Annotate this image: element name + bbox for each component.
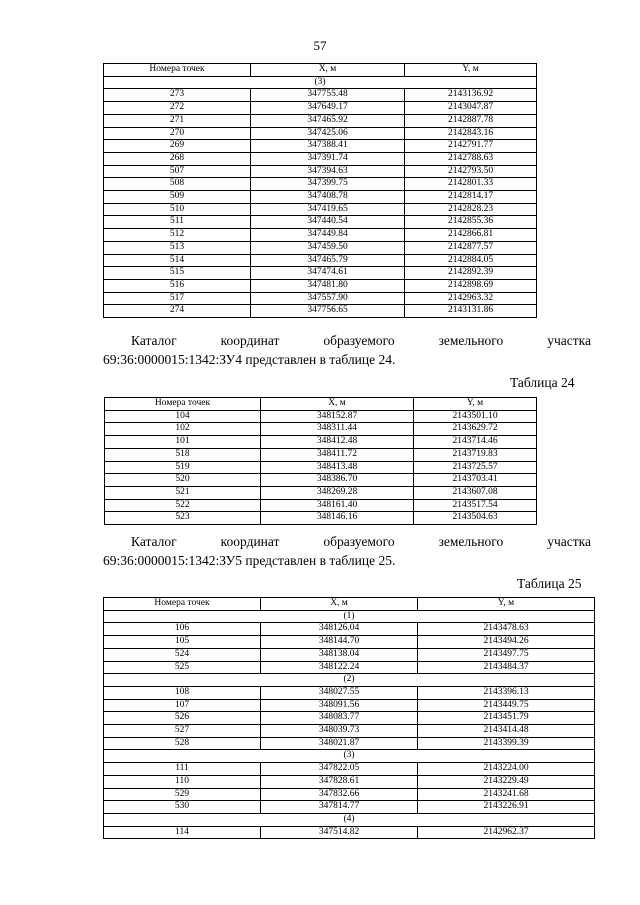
column-header-x: X, м	[261, 598, 418, 611]
paragraph-word: координат	[220, 333, 280, 348]
paragraph-line: 69:36:0000015:1342:ЗУ5 представлен в таблице 25.	[103, 553, 396, 568]
table-row	[104, 788, 595, 801]
point-number-cell: 108	[104, 686, 261, 699]
table-row	[105, 486, 537, 499]
table-row	[105, 461, 537, 474]
point-number-cell: 523	[105, 512, 261, 525]
y-coordinate-cell: 2143484.37	[418, 661, 595, 674]
table-row	[104, 636, 595, 649]
point-number-cell: 104	[105, 410, 261, 423]
table-group-row	[104, 813, 595, 826]
y-coordinate-cell: 2143399.39	[418, 737, 595, 750]
point-number-cell: 521	[105, 486, 261, 499]
point-number-cell: 517	[104, 292, 251, 305]
y-coordinate-cell: 2142892.39	[405, 267, 537, 280]
point-number-cell: 107	[104, 699, 261, 712]
y-coordinate-cell: 2143714.46	[414, 436, 537, 449]
table-row	[105, 512, 537, 525]
x-coordinate-cell: 347814.77	[261, 801, 418, 814]
paragraph-word: координат	[220, 534, 280, 549]
point-number-cell: 510	[104, 203, 251, 216]
x-coordinate-cell: 347419.65	[251, 203, 405, 216]
paragraph-word: земельного	[438, 333, 504, 348]
y-coordinate-cell: 2142855.36	[405, 216, 537, 229]
point-number-cell: 272	[104, 102, 251, 115]
y-coordinate-cell: 2142788.63	[405, 152, 537, 165]
x-coordinate-cell: 347474.61	[251, 267, 405, 280]
point-number-cell: 268	[104, 152, 251, 165]
x-coordinate-cell: 348146.16	[261, 512, 414, 525]
coordinates-table-25	[103, 597, 595, 839]
point-number-cell: 518	[105, 448, 261, 461]
x-coordinate-cell: 347756.65	[251, 305, 405, 318]
x-coordinate-cell: 347449.84	[251, 229, 405, 242]
table-row	[104, 686, 595, 699]
table-header-row	[105, 398, 537, 411]
table-24-caption: Таблица 24	[510, 375, 575, 390]
y-coordinate-cell: 2142843.16	[405, 127, 537, 140]
y-coordinate-cell: 2143224.00	[418, 763, 595, 776]
y-coordinate-cell: 2143047.87	[405, 102, 537, 115]
page-number: 57	[313, 38, 327, 53]
x-coordinate-cell: 348386.70	[261, 474, 414, 487]
table-row	[104, 292, 537, 305]
x-coordinate-cell: 347465.92	[251, 114, 405, 127]
y-coordinate-cell: 2143725.57	[414, 461, 537, 474]
x-coordinate-cell: 348413.48	[261, 461, 414, 474]
x-coordinate-cell: 347391.74	[251, 152, 405, 165]
column-header-x: X, м	[251, 64, 405, 77]
x-coordinate-cell: 348152.87	[261, 410, 414, 423]
group-label: (3)	[104, 750, 595, 763]
point-number-cell: 509	[104, 191, 251, 204]
point-number-cell: 520	[105, 474, 261, 487]
table-row	[104, 699, 595, 712]
y-coordinate-cell: 2143517.54	[414, 499, 537, 512]
x-coordinate-cell: 348311.44	[261, 423, 414, 436]
point-number-cell: 513	[104, 241, 251, 254]
y-coordinate-cell: 2143629.72	[414, 423, 537, 436]
y-coordinate-cell: 2143131.86	[405, 305, 537, 318]
table-header-row	[104, 598, 595, 611]
table-row	[104, 661, 595, 674]
table-row	[105, 474, 537, 487]
x-coordinate-cell: 348027.55	[261, 686, 418, 699]
group-label: (4)	[104, 813, 595, 826]
y-coordinate-cell: 2142814.17	[405, 191, 537, 204]
table-row	[105, 423, 537, 436]
point-number-cell: 269	[104, 140, 251, 153]
table-row	[104, 305, 537, 318]
table-row	[105, 436, 537, 449]
table-row	[104, 89, 537, 102]
point-number-cell: 522	[105, 499, 261, 512]
point-number-cell: 516	[104, 279, 251, 292]
table-row	[104, 102, 537, 115]
point-number-cell: 105	[104, 636, 261, 649]
column-header-points: Номера точек	[104, 64, 251, 77]
y-coordinate-cell: 2142828.23	[405, 203, 537, 216]
y-coordinate-cell: 2142877.57	[405, 241, 537, 254]
table-row	[104, 114, 537, 127]
y-coordinate-cell: 2143226.91	[418, 801, 595, 814]
x-coordinate-cell: 347755.48	[251, 89, 405, 102]
point-number-cell: 519	[105, 461, 261, 474]
x-coordinate-cell: 348269.28	[261, 486, 414, 499]
table-row	[104, 623, 595, 636]
y-coordinate-cell: 2143501.10	[414, 410, 537, 423]
table-row	[104, 127, 537, 140]
x-coordinate-cell: 347557.90	[251, 292, 405, 305]
y-coordinate-cell: 2143451.79	[418, 712, 595, 725]
table-row	[104, 712, 595, 725]
point-number-cell: 273	[104, 89, 251, 102]
paragraph-line: 69:36:0000015:1342:ЗУ4 представлен в таблице 24.	[103, 352, 396, 367]
point-number-cell: 270	[104, 127, 251, 140]
x-coordinate-cell: 347649.17	[251, 102, 405, 115]
y-coordinate-cell: 2142898.69	[405, 279, 537, 292]
point-number-cell: 511	[104, 216, 251, 229]
point-number-cell: 527	[104, 725, 261, 738]
table-row	[104, 191, 537, 204]
column-header-x: X, м	[261, 398, 414, 411]
x-coordinate-cell: 347514.82	[261, 826, 418, 839]
table-row	[104, 725, 595, 738]
table-row	[104, 140, 537, 153]
table-row	[104, 279, 537, 292]
table-row	[104, 165, 537, 178]
x-coordinate-cell: 348412.48	[261, 436, 414, 449]
table-row	[104, 254, 537, 267]
x-coordinate-cell: 347388.41	[251, 140, 405, 153]
column-header-y: Y, м	[414, 398, 537, 411]
y-coordinate-cell: 2143241.68	[418, 788, 595, 801]
point-number-cell: 524	[104, 648, 261, 661]
y-coordinate-cell: 2142884.05	[405, 254, 537, 267]
x-coordinate-cell: 347394.63	[251, 165, 405, 178]
point-number-cell: 529	[104, 788, 261, 801]
table-row	[105, 499, 537, 512]
group-label: (2)	[104, 674, 595, 687]
catalog-paragraph-zu5	[103, 532, 591, 570]
x-coordinate-cell: 347440.54	[251, 216, 405, 229]
x-coordinate-cell: 347481.80	[251, 279, 405, 292]
x-coordinate-cell: 347832.66	[261, 788, 418, 801]
table-group-row	[104, 76, 537, 89]
y-coordinate-cell: 2143136.92	[405, 89, 537, 102]
x-coordinate-cell: 348411.72	[261, 448, 414, 461]
table-group-row	[104, 610, 595, 623]
point-number-cell: 111	[104, 763, 261, 776]
point-number-cell: 106	[104, 623, 261, 636]
y-coordinate-cell: 2143494.26	[418, 636, 595, 649]
point-number-cell: 507	[104, 165, 251, 178]
y-coordinate-cell: 2142866.81	[405, 229, 537, 242]
group-label: (3)	[104, 76, 537, 89]
point-number-cell: 512	[104, 229, 251, 242]
table-row	[104, 763, 595, 776]
y-coordinate-cell: 2142962.37	[418, 826, 595, 839]
point-number-cell: 101	[105, 436, 261, 449]
paragraph-word: земельного	[438, 534, 504, 549]
column-header-points: Номера точек	[105, 398, 261, 411]
x-coordinate-cell: 347459.50	[251, 241, 405, 254]
catalog-paragraph-zu4	[103, 331, 591, 369]
x-coordinate-cell: 348144.70	[261, 636, 418, 649]
table-25-caption: Таблица 25	[517, 576, 582, 591]
table-row	[104, 267, 537, 280]
point-number-cell: 508	[104, 178, 251, 191]
x-coordinate-cell: 348138.04	[261, 648, 418, 661]
point-number-cell: 528	[104, 737, 261, 750]
paragraph-word: участка	[547, 333, 591, 348]
paragraph-word: Каталог	[131, 333, 177, 348]
table-row	[105, 410, 537, 423]
point-number-cell: 514	[104, 254, 251, 267]
table-row	[104, 826, 595, 839]
y-coordinate-cell: 2143504.63	[414, 512, 537, 525]
column-header-y: Y, м	[405, 64, 537, 77]
table-row	[104, 229, 537, 242]
table-row	[104, 203, 537, 216]
x-coordinate-cell: 347828.61	[261, 775, 418, 788]
y-coordinate-cell: 2142793.50	[405, 165, 537, 178]
y-coordinate-cell: 2143229.49	[418, 775, 595, 788]
x-coordinate-cell: 347408.78	[251, 191, 405, 204]
x-coordinate-cell: 348161.40	[261, 499, 414, 512]
point-number-cell: 530	[104, 801, 261, 814]
paragraph-word: участка	[547, 534, 591, 549]
table-row	[104, 178, 537, 191]
group-label: (1)	[104, 610, 595, 623]
coordinates-table-24	[104, 397, 537, 525]
y-coordinate-cell: 2143607.08	[414, 486, 537, 499]
point-number-cell: 525	[104, 661, 261, 674]
table-group-row	[104, 674, 595, 687]
table-row	[104, 775, 595, 788]
coordinates-table-3	[103, 63, 537, 318]
x-coordinate-cell: 347399.75	[251, 178, 405, 191]
point-number-cell: 102	[105, 423, 261, 436]
x-coordinate-cell: 347822.05	[261, 763, 418, 776]
x-coordinate-cell: 348091.56	[261, 699, 418, 712]
point-number-cell: 110	[104, 775, 261, 788]
x-coordinate-cell: 347425.06	[251, 127, 405, 140]
point-number-cell: 515	[104, 267, 251, 280]
table-row	[105, 448, 537, 461]
y-coordinate-cell: 2143449.75	[418, 699, 595, 712]
x-coordinate-cell: 347465.79	[251, 254, 405, 267]
y-coordinate-cell: 2142801.33	[405, 178, 537, 191]
y-coordinate-cell: 2143478.63	[418, 623, 595, 636]
table-row	[104, 216, 537, 229]
y-coordinate-cell: 2142887.78	[405, 114, 537, 127]
point-number-cell: 271	[104, 114, 251, 127]
table-row	[104, 241, 537, 254]
y-coordinate-cell: 2143396.13	[418, 686, 595, 699]
table-row	[104, 737, 595, 750]
x-coordinate-cell: 348122.24	[261, 661, 418, 674]
paragraph-word: образуемого	[323, 333, 395, 348]
point-number-cell: 114	[104, 826, 261, 839]
table-group-row	[104, 750, 595, 763]
x-coordinate-cell: 348039.73	[261, 725, 418, 738]
y-coordinate-cell: 2142791.77	[405, 140, 537, 153]
table-row	[104, 152, 537, 165]
point-number-cell: 274	[104, 305, 251, 318]
column-header-points: Номера точек	[104, 598, 261, 611]
x-coordinate-cell: 348083.77	[261, 712, 418, 725]
point-number-cell: 526	[104, 712, 261, 725]
x-coordinate-cell: 348126.04	[261, 623, 418, 636]
y-coordinate-cell: 2143719.83	[414, 448, 537, 461]
paragraph-word: образуемого	[323, 534, 395, 549]
y-coordinate-cell: 2142963.32	[405, 292, 537, 305]
table-row	[104, 801, 595, 814]
paragraph-word: Каталог	[131, 534, 177, 549]
x-coordinate-cell: 348021.87	[261, 737, 418, 750]
y-coordinate-cell: 2143497.75	[418, 648, 595, 661]
y-coordinate-cell: 2143703.41	[414, 474, 537, 487]
table-row	[104, 648, 595, 661]
column-header-y: Y, м	[418, 598, 595, 611]
y-coordinate-cell: 2143414.48	[418, 725, 595, 738]
table-header-row	[104, 64, 537, 77]
